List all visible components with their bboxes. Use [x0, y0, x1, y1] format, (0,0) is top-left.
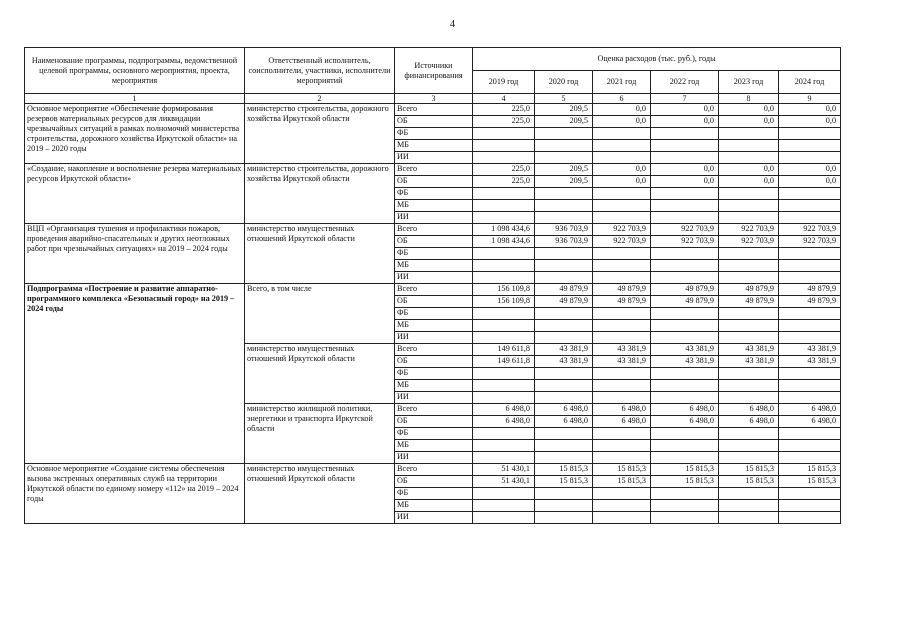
amount-cell: 6 498,0: [779, 404, 841, 416]
amount-cell: 49 879,9: [535, 284, 593, 296]
table-row: [25, 284, 841, 296]
executor-cell: министерство жилищной политики, энергетики и транспорта Иркутской области: [245, 404, 395, 464]
amount-cell: [651, 200, 719, 212]
program-name-cell: Подпрограмма «Построение и развитие аппаратно-программного комплекса «Безопасный город» на 2019 – 2024 годы: [25, 284, 245, 464]
amount-cell: 0,0: [593, 164, 651, 176]
amount-cell: 49 879,9: [651, 296, 719, 308]
amount-cell: 15 815,3: [593, 464, 651, 476]
amount-cell: 0,0: [651, 176, 719, 188]
source-cell: ФБ: [395, 128, 473, 140]
header-year: 2024 год: [779, 71, 841, 94]
source-cell: ФБ: [395, 488, 473, 500]
amount-cell: 0,0: [593, 176, 651, 188]
amount-cell: 15 815,3: [779, 476, 841, 488]
amount-cell: [473, 380, 535, 392]
amount-cell: 225,0: [473, 116, 535, 128]
source-cell: ОБ: [395, 116, 473, 128]
source-cell: ИИ: [395, 212, 473, 224]
header-year: 2022 год: [651, 71, 719, 94]
amount-cell: [719, 368, 779, 380]
amount-cell: [651, 380, 719, 392]
amount-cell: 149 611,8: [473, 344, 535, 356]
amount-cell: 922 703,9: [593, 236, 651, 248]
amount-cell: 6 498,0: [473, 416, 535, 428]
amount-cell: [593, 452, 651, 464]
source-cell: МБ: [395, 320, 473, 332]
amount-cell: [779, 380, 841, 392]
table-row: [25, 164, 841, 176]
amount-cell: [593, 512, 651, 524]
amount-cell: 209,5: [535, 176, 593, 188]
amount-cell: 209,5: [535, 104, 593, 116]
source-cell: МБ: [395, 140, 473, 152]
amount-cell: [535, 380, 593, 392]
header-year: 2020 год: [535, 71, 593, 94]
source-cell: ИИ: [395, 272, 473, 284]
amount-cell: [651, 140, 719, 152]
amount-cell: [593, 272, 651, 284]
source-cell: Всего: [395, 104, 473, 116]
source-cell: ОБ: [395, 356, 473, 368]
amount-cell: [473, 128, 535, 140]
budget-table: [24, 47, 841, 524]
amount-cell: 43 381,9: [535, 356, 593, 368]
amount-cell: 936 703,9: [535, 236, 593, 248]
amount-cell: [651, 368, 719, 380]
amount-cell: 51 430,1: [473, 476, 535, 488]
amount-cell: [593, 212, 651, 224]
amount-cell: 1 098 434,6: [473, 224, 535, 236]
amount-cell: [651, 152, 719, 164]
amount-cell: [535, 488, 593, 500]
amount-cell: 209,5: [535, 164, 593, 176]
amount-cell: 0,0: [651, 164, 719, 176]
amount-cell: 6 498,0: [593, 404, 651, 416]
program-name-cell: Основное мероприятие «Обеспечение формирования резервов материальных ресурсов для ликвидации чрезвычайных ситуаций в рамках полномочий министерства строительства, дорожного хозяйства Иркутской области» на 2019 – 2020 годы: [25, 104, 245, 164]
amount-cell: [719, 188, 779, 200]
amount-cell: [593, 260, 651, 272]
amount-cell: [535, 272, 593, 284]
amount-cell: 0,0: [719, 176, 779, 188]
source-cell: Всего: [395, 164, 473, 176]
amount-cell: 49 879,9: [593, 296, 651, 308]
amount-cell: 936 703,9: [535, 224, 593, 236]
program-name-cell: ВЦП «Организация тушения и профилактики пожаров, проведения аварийно-спасательных и других неотложных работ при чрезвычайных ситуациях» на 2019 – 2024 годы: [25, 224, 245, 284]
source-cell: ФБ: [395, 428, 473, 440]
amount-cell: 49 879,9: [779, 296, 841, 308]
amount-cell: 15 815,3: [719, 476, 779, 488]
amount-cell: [779, 200, 841, 212]
amount-cell: [535, 452, 593, 464]
amount-cell: [651, 332, 719, 344]
amount-cell: [535, 320, 593, 332]
amount-cell: [473, 440, 535, 452]
amount-cell: [719, 272, 779, 284]
amount-cell: [719, 140, 779, 152]
amount-cell: [535, 500, 593, 512]
header-year: 2021 год: [593, 71, 651, 94]
amount-cell: [473, 392, 535, 404]
amount-cell: [719, 248, 779, 260]
amount-cell: 0,0: [719, 164, 779, 176]
amount-cell: 6 498,0: [651, 404, 719, 416]
amount-cell: [719, 260, 779, 272]
amount-cell: 43 381,9: [593, 344, 651, 356]
amount-cell: [593, 392, 651, 404]
amount-cell: [651, 392, 719, 404]
amount-cell: [593, 188, 651, 200]
column-index: 7: [651, 94, 719, 104]
amount-cell: [779, 188, 841, 200]
amount-cell: 225,0: [473, 176, 535, 188]
amount-cell: [535, 260, 593, 272]
source-cell: Всего: [395, 464, 473, 476]
amount-cell: [535, 332, 593, 344]
amount-cell: 922 703,9: [779, 236, 841, 248]
amount-cell: 0,0: [651, 116, 719, 128]
amount-cell: [535, 140, 593, 152]
amount-cell: 43 381,9: [535, 344, 593, 356]
amount-cell: [719, 332, 779, 344]
amount-cell: [651, 488, 719, 500]
amount-cell: [651, 248, 719, 260]
amount-cell: [473, 428, 535, 440]
amount-cell: [779, 272, 841, 284]
amount-cell: 43 381,9: [593, 356, 651, 368]
source-cell: ИИ: [395, 332, 473, 344]
amount-cell: [651, 452, 719, 464]
table-row: [25, 224, 841, 236]
amount-cell: [473, 368, 535, 380]
amount-cell: 6 498,0: [535, 404, 593, 416]
amount-cell: [719, 308, 779, 320]
source-cell: МБ: [395, 500, 473, 512]
amount-cell: [535, 308, 593, 320]
amount-cell: 6 498,0: [651, 416, 719, 428]
amount-cell: 43 381,9: [651, 344, 719, 356]
amount-cell: [473, 500, 535, 512]
amount-cell: 922 703,9: [651, 236, 719, 248]
amount-cell: [535, 512, 593, 524]
amount-cell: [719, 392, 779, 404]
amount-cell: [593, 140, 651, 152]
column-index: 4: [473, 94, 535, 104]
amount-cell: [593, 308, 651, 320]
amount-cell: 49 879,9: [719, 284, 779, 296]
amount-cell: 922 703,9: [779, 224, 841, 236]
header-source: Источники финансирования: [395, 48, 473, 94]
amount-cell: 43 381,9: [719, 356, 779, 368]
amount-cell: [535, 212, 593, 224]
amount-cell: 922 703,9: [719, 224, 779, 236]
amount-cell: [779, 392, 841, 404]
amount-cell: [719, 440, 779, 452]
executor-cell: Всего, в том числе: [245, 284, 395, 344]
amount-cell: 922 703,9: [593, 224, 651, 236]
program-name-cell: «Создание, накопление и восполнение резерва материальных ресурсов Иркутской области»: [25, 164, 245, 224]
amount-cell: [779, 332, 841, 344]
source-cell: Всего: [395, 224, 473, 236]
amount-cell: [779, 128, 841, 140]
source-cell: МБ: [395, 440, 473, 452]
source-cell: ФБ: [395, 308, 473, 320]
source-cell: МБ: [395, 200, 473, 212]
executor-cell: министерство имущественных отношений Иркутской области: [245, 464, 395, 524]
column-index: 6: [593, 94, 651, 104]
source-cell: ИИ: [395, 512, 473, 524]
amount-cell: [535, 428, 593, 440]
amount-cell: 51 430,1: [473, 464, 535, 476]
amount-cell: [719, 380, 779, 392]
amount-cell: [779, 488, 841, 500]
amount-cell: [593, 200, 651, 212]
amount-cell: 225,0: [473, 164, 535, 176]
amount-cell: [779, 428, 841, 440]
amount-cell: [473, 188, 535, 200]
header-estimate: Оценка расходов (тыс. руб.), годы: [473, 48, 841, 71]
amount-cell: [651, 512, 719, 524]
amount-cell: [593, 368, 651, 380]
amount-cell: 209,5: [535, 116, 593, 128]
amount-cell: [593, 320, 651, 332]
amount-cell: [473, 200, 535, 212]
source-cell: ИИ: [395, 152, 473, 164]
amount-cell: [719, 200, 779, 212]
table-body: [25, 104, 841, 524]
source-cell: ОБ: [395, 416, 473, 428]
amount-cell: [779, 248, 841, 260]
source-cell: ИИ: [395, 392, 473, 404]
amount-cell: 49 879,9: [535, 296, 593, 308]
amount-cell: 6 498,0: [779, 416, 841, 428]
amount-cell: [779, 320, 841, 332]
amount-cell: 6 498,0: [593, 416, 651, 428]
amount-cell: [779, 440, 841, 452]
amount-cell: [473, 488, 535, 500]
source-cell: ОБ: [395, 176, 473, 188]
source-cell: ИИ: [395, 452, 473, 464]
amount-cell: [779, 452, 841, 464]
amount-cell: [779, 212, 841, 224]
amount-cell: [535, 128, 593, 140]
amount-cell: 0,0: [719, 116, 779, 128]
column-index: 5: [535, 94, 593, 104]
executor-cell: министерство имущественных отношений Иркутской области: [245, 224, 395, 284]
amount-cell: [473, 212, 535, 224]
amount-cell: [535, 440, 593, 452]
amount-cell: [535, 248, 593, 260]
column-index-row: [25, 94, 841, 104]
amount-cell: [779, 368, 841, 380]
amount-cell: [593, 380, 651, 392]
amount-cell: 15 815,3: [651, 464, 719, 476]
amount-cell: [651, 428, 719, 440]
amount-cell: 0,0: [779, 164, 841, 176]
table-row: [25, 464, 841, 476]
amount-cell: [779, 152, 841, 164]
amount-cell: [593, 248, 651, 260]
amount-cell: 43 381,9: [651, 356, 719, 368]
amount-cell: [473, 140, 535, 152]
amount-cell: 1 098 434,6: [473, 236, 535, 248]
amount-cell: [473, 332, 535, 344]
amount-cell: 49 879,9: [779, 284, 841, 296]
amount-cell: 43 381,9: [719, 344, 779, 356]
amount-cell: 15 815,3: [651, 476, 719, 488]
amount-cell: 6 498,0: [473, 404, 535, 416]
amount-cell: 6 498,0: [535, 416, 593, 428]
amount-cell: [651, 128, 719, 140]
amount-cell: [719, 152, 779, 164]
page-number: 4: [450, 19, 455, 30]
amount-cell: [473, 320, 535, 332]
amount-cell: [719, 500, 779, 512]
column-index: 1: [25, 94, 245, 104]
column-index: 3: [395, 94, 473, 104]
amount-cell: [779, 512, 841, 524]
table-row: [25, 104, 841, 116]
source-cell: ФБ: [395, 368, 473, 380]
amount-cell: [473, 272, 535, 284]
amount-cell: [719, 128, 779, 140]
amount-cell: [535, 392, 593, 404]
amount-cell: [779, 140, 841, 152]
amount-cell: [535, 188, 593, 200]
amount-cell: 43 381,9: [779, 356, 841, 368]
amount-cell: 922 703,9: [719, 236, 779, 248]
source-cell: МБ: [395, 380, 473, 392]
amount-cell: [651, 260, 719, 272]
executor-cell: министерство строительства, дорожного хозяйства Иркутской области: [245, 104, 395, 164]
amount-cell: 15 815,3: [535, 464, 593, 476]
amount-cell: 49 879,9: [719, 296, 779, 308]
header-executor: Ответственный исполнитель, соисполнители, участники, исполнители мероприятий: [245, 48, 395, 94]
amount-cell: 6 498,0: [719, 416, 779, 428]
source-cell: ОБ: [395, 296, 473, 308]
amount-cell: [719, 452, 779, 464]
amount-cell: [719, 320, 779, 332]
program-name-cell: Основное мероприятие «Создание системы обеспечения вызова экстренных оперативных служб на территории Иркутской области по единому номеру «112» на 2019 – 2024 годы: [25, 464, 245, 524]
amount-cell: [473, 260, 535, 272]
amount-cell: 15 815,3: [779, 464, 841, 476]
amount-cell: [473, 452, 535, 464]
amount-cell: [651, 500, 719, 512]
amount-cell: 0,0: [779, 176, 841, 188]
amount-cell: [593, 128, 651, 140]
amount-cell: [779, 500, 841, 512]
amount-cell: 6 498,0: [719, 404, 779, 416]
amount-cell: [651, 188, 719, 200]
source-cell: ОБ: [395, 236, 473, 248]
source-cell: Всего: [395, 344, 473, 356]
amount-cell: 43 381,9: [779, 344, 841, 356]
amount-cell: [719, 488, 779, 500]
amount-cell: [651, 272, 719, 284]
source-cell: МБ: [395, 260, 473, 272]
amount-cell: [651, 440, 719, 452]
amount-cell: 49 879,9: [593, 284, 651, 296]
amount-cell: 0,0: [779, 116, 841, 128]
amount-cell: [593, 332, 651, 344]
executor-cell: министерство имущественных отношений Иркутской области: [245, 344, 395, 404]
amount-cell: [593, 428, 651, 440]
column-index: 2: [245, 94, 395, 104]
header-name: Наименование программы, подпрограммы, ведомственной целевой программы, основного мероприятия, проекта, мероприятия: [25, 48, 245, 94]
amount-cell: [651, 308, 719, 320]
amount-cell: [535, 368, 593, 380]
amount-cell: 15 815,3: [719, 464, 779, 476]
amount-cell: 156 109,8: [473, 284, 535, 296]
column-index: 8: [719, 94, 779, 104]
amount-cell: 0,0: [651, 104, 719, 116]
header-year: 2023 год: [719, 71, 779, 94]
amount-cell: [593, 152, 651, 164]
amount-cell: [593, 440, 651, 452]
amount-cell: [473, 512, 535, 524]
amount-cell: [719, 212, 779, 224]
amount-cell: [593, 488, 651, 500]
amount-cell: [535, 200, 593, 212]
amount-cell: 15 815,3: [593, 476, 651, 488]
source-cell: ФБ: [395, 188, 473, 200]
amount-cell: 149 611,8: [473, 356, 535, 368]
header-year: 2019 год: [473, 71, 535, 94]
amount-cell: [473, 308, 535, 320]
source-cell: ФБ: [395, 248, 473, 260]
amount-cell: [719, 512, 779, 524]
source-cell: Всего: [395, 404, 473, 416]
amount-cell: 156 109,8: [473, 296, 535, 308]
amount-cell: 225,0: [473, 104, 535, 116]
source-cell: ОБ: [395, 476, 473, 488]
amount-cell: 0,0: [779, 104, 841, 116]
amount-cell: 0,0: [719, 104, 779, 116]
amount-cell: 0,0: [593, 116, 651, 128]
executor-cell: министерство строительства, дорожного хозяйства Иркутской области: [245, 164, 395, 224]
amount-cell: [473, 248, 535, 260]
amount-cell: [779, 308, 841, 320]
amount-cell: 15 815,3: [535, 476, 593, 488]
amount-cell: 0,0: [593, 104, 651, 116]
amount-cell: [651, 212, 719, 224]
amount-cell: [779, 260, 841, 272]
amount-cell: [719, 428, 779, 440]
amount-cell: [651, 320, 719, 332]
amount-cell: [473, 152, 535, 164]
amount-cell: [593, 500, 651, 512]
amount-cell: 922 703,9: [651, 224, 719, 236]
amount-cell: 49 879,9: [651, 284, 719, 296]
amount-cell: [535, 152, 593, 164]
source-cell: Всего: [395, 284, 473, 296]
column-index: 9: [779, 94, 841, 104]
